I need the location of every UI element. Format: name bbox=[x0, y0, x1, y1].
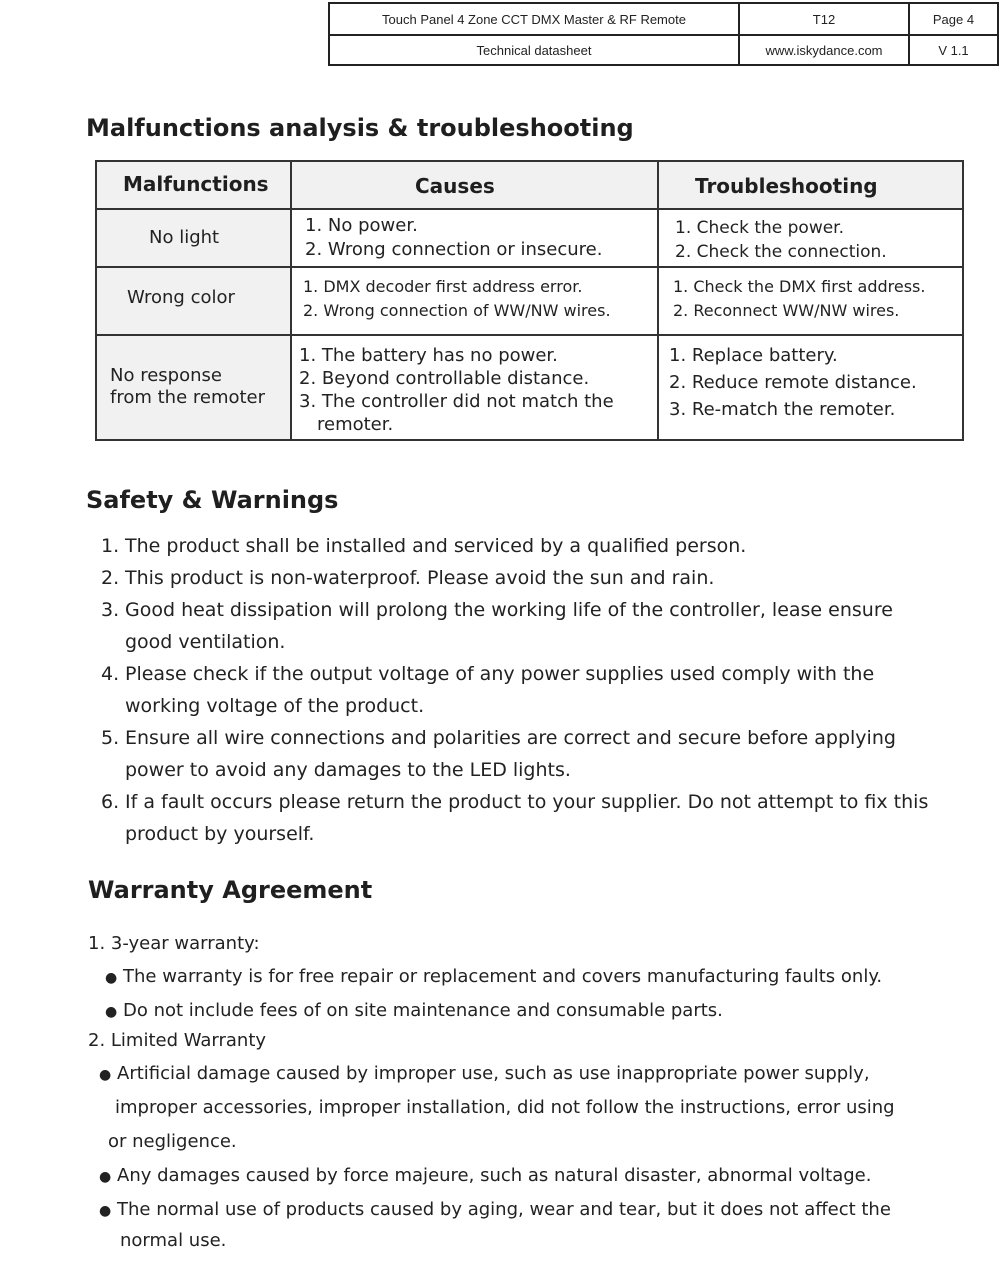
table-cell-malfunction: Wrong color bbox=[127, 287, 235, 308]
warranty-title: Warranty Agreement bbox=[88, 876, 373, 904]
table-col-divider bbox=[657, 162, 659, 439]
safety-title: Safety & Warnings bbox=[86, 486, 339, 514]
header-version: V 1.1 bbox=[938, 42, 969, 58]
table-row-divider bbox=[97, 334, 962, 336]
table-cell-malfunction: No response from the remoter bbox=[110, 365, 266, 408]
header-page-number: Page 4 bbox=[932, 11, 975, 27]
safety-item: 4. Please check if the output voltage of any power supplies used comply with the working voltage of the product. bbox=[101, 663, 875, 717]
header-product-name: Touch Panel 4 Zone CCT DMX Master & RF Remote bbox=[382, 11, 686, 27]
warranty-section-heading: 2. Limited Warranty bbox=[88, 1030, 267, 1051]
safety-item: 2. This product is non-waterproof. Please avoid the sun and rain. bbox=[101, 567, 715, 589]
table-col-divider bbox=[290, 162, 292, 439]
table-row-divider bbox=[97, 208, 962, 210]
table-cell-troubleshooting: 1. Check the DMX first address. 2. Reconnect WW/NW wires. bbox=[673, 277, 926, 320]
table-cell-troubleshooting: 1. Check the power. 2. Check the connection. bbox=[675, 218, 887, 262]
warranty-bullet: ● The warranty is for free repair or replacement and covers manufacturing faults only. bbox=[105, 966, 883, 987]
column-header-troubleshooting: Troubleshooting bbox=[695, 174, 878, 198]
warranty-section-heading: 1. 3-year warranty: bbox=[88, 933, 260, 954]
header-website: www.iskydance.com bbox=[765, 42, 883, 58]
safety-item: 6. If a fault occurs please return the product to your supplier. Do not attempt to fix this product by yourself. bbox=[101, 791, 929, 845]
header-doc-type: Technical datasheet bbox=[476, 42, 592, 58]
safety-item: 1. The product shall be installed and serviced by a qualified person. bbox=[101, 535, 747, 557]
safety-item: 3. Good heat dissipation will prolong the working life of the controller, lease ensure good ventilation. bbox=[101, 599, 893, 653]
troubleshooting-table bbox=[95, 160, 964, 441]
header-info-box bbox=[328, 2, 999, 66]
table-row-divider bbox=[97, 266, 962, 268]
table-cell-causes: 1. The battery has no power. 2. Beyond controllable distance. 3. The controller did not match the remoter. bbox=[299, 345, 614, 435]
warranty-bullet: ● Artificial damage caused by improper use, such as use inappropriate power supply, bbox=[99, 1063, 870, 1084]
column-header-causes: Causes bbox=[415, 174, 495, 198]
table-cell-malfunction: No light bbox=[149, 227, 220, 248]
table-cell-troubleshooting: 1. Replace battery. 2. Reduce remote distance. 3. Re-match the remoter. bbox=[669, 345, 917, 420]
warranty-bullet-continuation: normal use. bbox=[120, 1230, 227, 1251]
header-model: T12 bbox=[812, 11, 836, 27]
table-cell-causes: 1. No power. 2. Wrong connection or insecure. bbox=[305, 215, 603, 260]
warranty-bullet-continuation: or negligence. bbox=[108, 1131, 237, 1152]
warranty-bullet: ● Do not include fees of on site maintenance and consumable parts. bbox=[105, 1000, 723, 1021]
safety-item: 5. Ensure all wire connections and polarities are correct and secure before applying power to avoid any damages to the LED lights. bbox=[101, 727, 896, 781]
troubleshooting-title: Malfunctions analysis & troubleshooting bbox=[86, 114, 634, 142]
column-header-malfunctions: Malfunctions bbox=[123, 172, 269, 196]
warranty-bullet: ● The normal use of products caused by aging, wear and tear, but it does not affect the bbox=[99, 1199, 891, 1220]
table-cell-causes: 1. DMX decoder first address error. 2. Wrong connection of WW/NW wires. bbox=[303, 277, 611, 320]
warranty-bullet-continuation: improper accessories, improper installation, did not follow the instructions, error using bbox=[115, 1097, 895, 1118]
warranty-bullet: ● Any damages caused by force majeure, such as natural disaster, abnormal voltage. bbox=[99, 1165, 872, 1186]
